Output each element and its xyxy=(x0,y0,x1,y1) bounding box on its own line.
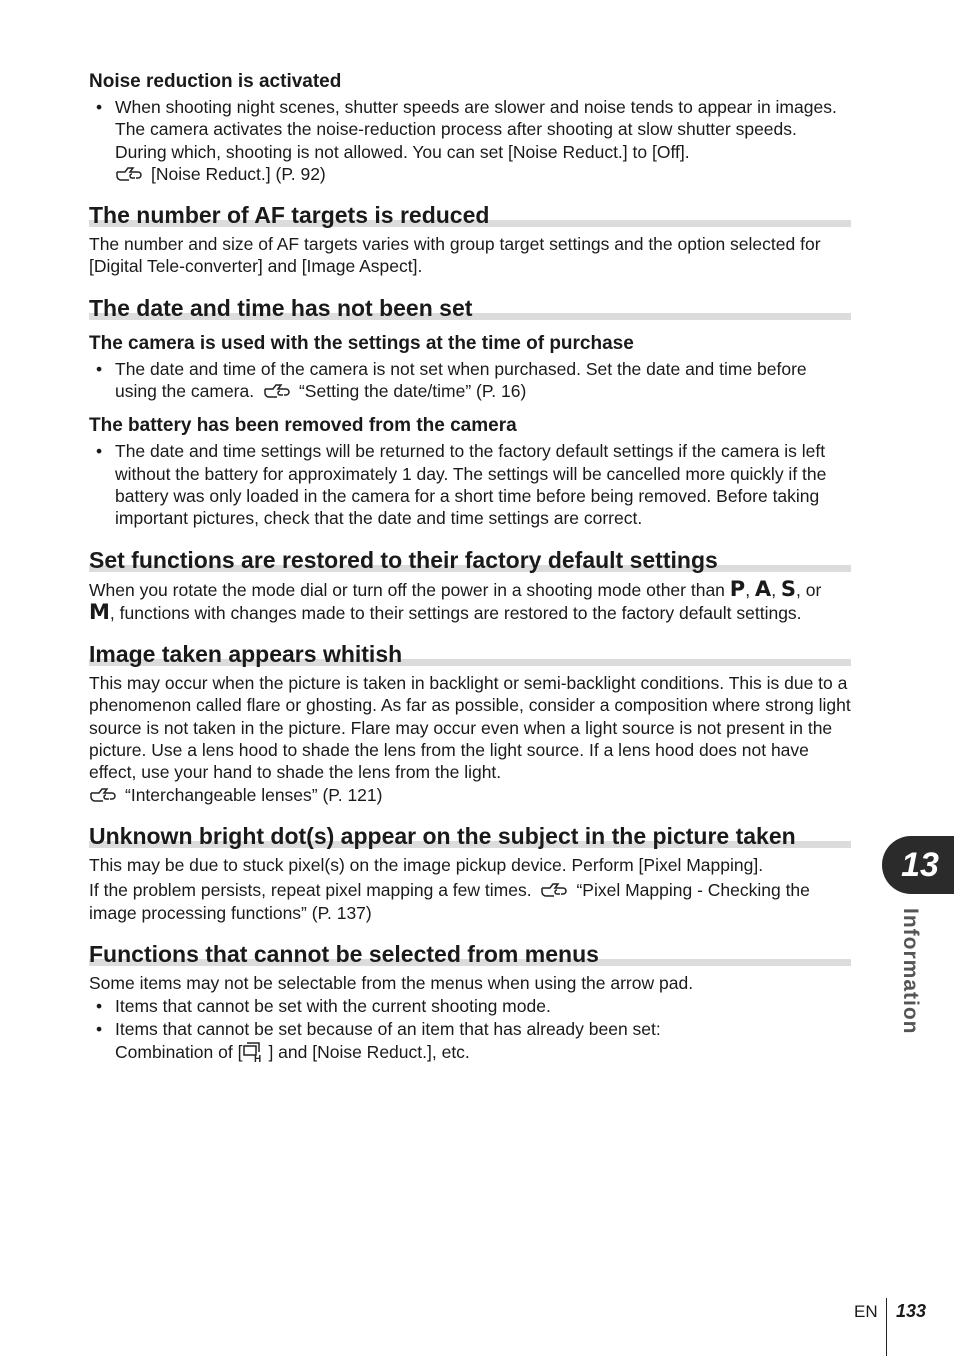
sequential-high-icon xyxy=(242,1041,268,1063)
chapter-tab: 13 xyxy=(882,836,954,894)
noise-reduction-list xyxy=(89,96,851,185)
chapter-label: Information xyxy=(899,908,922,1035)
section-heading-whitish: Image taken appears whitish xyxy=(89,636,851,668)
footer-divider xyxy=(886,1298,887,1356)
section-heading-menus: Functions that cannot be selected from menus xyxy=(89,936,851,968)
date-time-list-2 xyxy=(89,440,851,529)
list-item: • Items that cannot be set because of an item that has already been set: Combination of [ H ] and [Noise Reduct.], etc. xyxy=(96,1019,661,1063)
factory-default-text: When you rotate the mode dial or turn off the power in a shooting mode other than P, A, S, or M, functions with changes made to their settings are restored to the factory default settings. xyxy=(89,576,822,624)
subhead-noise-reduction: Noise reduction is activated xyxy=(89,71,342,92)
af-targets-text: The number and size of AF targets varies with group target settings and the option selected for [Digital Tele-converter] and [Image Aspect]. xyxy=(89,234,821,277)
section-heading-factory-default: Set functions are restored to their factory default settings xyxy=(89,542,851,574)
page-content xyxy=(89,70,851,1063)
date-time-list-1 xyxy=(89,358,851,403)
list-item: • Items that cannot be set with the current shooting mode. xyxy=(96,996,551,1017)
subhead-settings-purchase: The camera is used with the settings at the time of purchase xyxy=(89,332,634,354)
page-reference-icon xyxy=(540,882,570,898)
menus-list xyxy=(89,995,851,1063)
bright-dots-text-2: If the problem persists, repeat pixel mapping a few times. “Pixel Mapping - Checking the image processing functions” (P. 137) xyxy=(89,880,810,923)
mode-p-icon: P xyxy=(729,576,746,601)
page-reference-icon xyxy=(263,383,293,399)
mode-s-icon: S xyxy=(780,576,797,601)
mode-a-icon: A xyxy=(754,576,772,601)
page-reference-icon xyxy=(89,787,119,803)
subhead-battery-removed: The battery has been removed from the camera xyxy=(89,415,517,437)
bright-dots-text-1: This may be due to stuck pixel(s) on the image pickup device. Perform [Pixel Mapping]. xyxy=(89,854,764,875)
list-item: • When shooting night scenes, shutter speeds are slower and noise tends to appear in images. The camera activates the noise-reduction process after shooting at slow shutter speeds. During which, shooting is not allowed. You can set [Noise Reduct.] to [Off]. [Noise Reduct.] (P. 92) xyxy=(96,97,837,184)
list-item: • The date and time settings will be returned to the factory default settings if the camera is left without the battery for approximately 1 day. The settings will be cancelled more quickly if the battery was only loaded in the camera for a short time before being removed. Before taking important pictures, check that the date and time settings are correct. xyxy=(96,441,827,529)
mode-m-icon: M xyxy=(89,599,110,624)
section-heading-date-time: The date and time has not been set xyxy=(89,290,851,322)
whitish-text: This may occur when the picture is taken in backlight or semi-backlight conditions. This is due to a phenomenon called flare or ghosting. As far as possible, consider a composition where strong light source is not taken in the picture. Flare may occur even when a light source is not present in the picture. Use a lens hood to shade the lens from the light source. If a lens hood does not have effect, use your hand to shade the lens from the light. “Interchangeable lenses” (P. 121) xyxy=(89,673,851,805)
menus-text: Some items may not be selectable from the menus when using the arrow pad. xyxy=(89,972,694,993)
page-reference-icon xyxy=(115,166,145,182)
svg-text:H: H xyxy=(254,1053,262,1063)
page-number: 133 xyxy=(896,1301,927,1321)
section-heading-af-targets: The number of AF targets is reduced xyxy=(89,197,851,229)
list-item: • The date and time of the camera is not set when purchased. Set the date and time before using the camera. “Setting the date/time” (P. 16) xyxy=(96,358,807,402)
language-code: EN xyxy=(854,1302,878,1321)
section-heading-bright-dots: Unknown bright dot(s) appear on the subject in the picture taken xyxy=(89,818,851,850)
